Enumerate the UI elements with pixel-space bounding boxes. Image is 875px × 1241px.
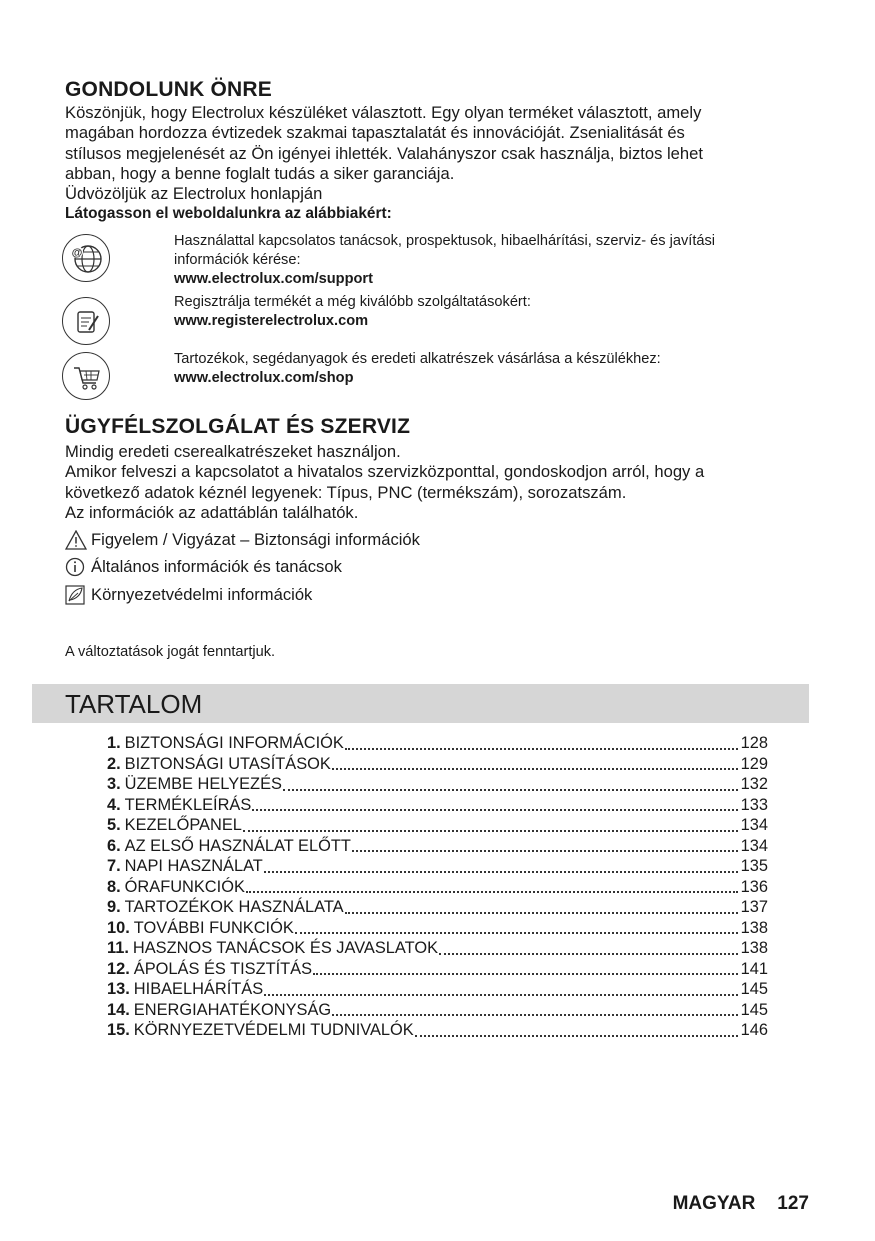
legend-text: Környezetvédelmi információk [91,585,313,604]
toc-number: 14. [107,1000,130,1019]
toc-item[interactable] [107,939,768,960]
toc-label: AZ ELSŐ HASZNÁLAT ELŐTT [124,836,351,855]
toc-label: NAPI HASZNÁLAT [124,857,263,875]
section-title-thinking: GONDOLUNK ÖNRE [65,78,272,101]
toc-leader [246,891,738,893]
toc-leader [283,789,738,791]
legend-text: Általános információk és tanácsok [91,557,342,576]
toc-number: 13. [107,980,130,998]
toc-number: 12. [107,959,130,978]
intro-paragraph [65,103,805,225]
page-footer [673,1193,809,1215]
toc-item[interactable] [107,755,768,776]
toc-leader [415,1035,738,1037]
toc-item[interactable] [107,837,768,858]
toc-leader [264,871,738,873]
support-link[interactable]: www.electrolux.com/support [174,271,373,287]
intro-line: Üdvözöljük az Electrolux honlapján [65,184,323,204]
toc-number: 6. [107,836,121,855]
toc-number: 1. [107,734,121,752]
toc-number: 3. [107,775,121,793]
toc-page: 146 [740,1021,768,1039]
toc-number: 7. [107,857,121,875]
toc-number: 2. [107,754,121,773]
link-desc: információk kérése: [174,252,301,268]
svg-text:@: @ [71,247,83,259]
toc-label: BIZTONSÁGI UTASÍTÁSOK [124,754,331,773]
shop-link[interactable]: www.electrolux.com/shop [174,370,354,386]
toc-label: ÁPOLÁS ÉS TISZTÍTÁS [133,959,313,978]
toc-item[interactable] [107,816,768,837]
link-text-shop [174,350,814,388]
toc-leader [252,809,737,811]
toc-label: HASZNOS TANÁCSOK ÉS JAVASLATOK [132,939,439,957]
toc-label: HIBAELHÁRÍTÁS [133,980,264,998]
page-number: 127 [777,1193,809,1214]
toc-page: 137 [740,898,768,916]
toc-leader [264,994,738,996]
service-line: Amikor felveszi a kapcsolatot a hivatalos szervizközponttal, gondoskodjon arról, hogy a [65,462,705,482]
legend-text: Figyelem / Vigyázat – Biztonsági információk [91,530,420,549]
toc-item[interactable] [107,960,768,981]
environment-leaf-icon [65,585,87,605]
link-desc: Használattal kapcsolatos tanácsok, prospektusok, hibaelhárítási, szerviz- és javítási [174,233,716,249]
footer-language: MAGYAR [672,1193,756,1214]
toc-number: 11. [107,939,129,957]
warning-triangle-icon [65,530,87,550]
toc-item[interactable] [107,980,768,1001]
toc-leader [243,830,738,832]
toc-page: 132 [740,775,768,793]
rights-note: A változtatások jogát fenntartjuk. [65,644,276,660]
toc-page: 134 [740,836,768,855]
shopping-cart-icon [62,352,110,400]
toc-label: TERMÉKLEÍRÁS [124,795,252,814]
toc-number: 15. [107,1021,130,1039]
toc-page: 138 [740,939,768,957]
toc-leader [345,748,738,750]
toc-page: 129 [740,754,768,773]
toc-leader [295,932,738,934]
link-desc: Tartozékok, segédanyagok és eredeti alkatrészek vásárlása a készülékhez: [174,351,661,367]
intro-line: Köszönjük, hogy Electrolux készüléket választott. Egy olyan terméket választott, amely [65,103,702,122]
toc-header-bar [32,684,809,723]
toc-item[interactable] [107,1021,768,1042]
toc-label: TOVÁBBI FUNKCIÓK [133,918,294,937]
registration-form-icon [62,297,110,345]
toc-item[interactable] [107,796,768,817]
service-line: Az információk az adattáblán találhatók. [65,502,359,522]
intro-line: abban, hogy a benne foglalt tudás a siker garanciája. [65,163,455,183]
toc-number: 10. [107,918,130,937]
toc-item[interactable] [107,919,768,940]
toc-leader [313,973,738,975]
toc-leader [345,912,738,914]
toc-number: 9. [107,898,121,916]
toc-leader [332,1014,738,1016]
toc-label: KÖRNYEZETVÉDELMI TUDNIVALÓK [133,1021,414,1039]
toc-page: 141 [740,959,768,978]
link-text-support [174,232,814,289]
toc-page: 128 [740,734,768,752]
toc-item[interactable] [107,898,768,919]
service-line: Mindig eredeti cserealkatrészeket használjon. [65,442,401,461]
visit-heading: Látogasson el weboldalunkra az alábbiakért: [65,205,392,223]
toc-page: 145 [740,1000,768,1019]
toc-page: 138 [740,918,768,937]
intro-line: stílusos megjelenését az Ön igényei ihlették. Valahányszor csak használja, biztos lehet [65,143,703,163]
legend-warning [65,530,420,550]
toc-page: 136 [740,877,768,896]
toc-page: 135 [740,857,768,875]
legend-info [65,557,342,577]
table-of-contents [107,734,768,1042]
link-desc: Regisztrálja termékét a még kiválóbb szolgáltatásokért: [174,294,531,310]
toc-label: TARTOZÉKOK HASZNÁLATA [124,898,344,916]
toc-page: 145 [740,980,768,998]
toc-label: ÜZEMBE HELYEZÉS [124,775,282,793]
register-link[interactable]: www.registerelectrolux.com [174,313,369,329]
toc-number: 8. [107,877,121,896]
service-paragraph [65,442,805,523]
toc-number: 4. [107,795,121,814]
toc-item[interactable] [107,878,768,899]
legend-environment [65,585,312,605]
toc-label: BIZTONSÁGI INFORMÁCIÓK [124,734,344,752]
globe-at-icon [62,234,110,282]
toc-leader [332,768,738,770]
toc-number: 5. [107,816,121,834]
toc-label: KEZELŐPANEL [124,816,242,834]
toc-label: ENERGIAHATÉKONYSÁG [133,1000,332,1019]
info-circle-icon [65,557,87,577]
intro-line: magában hordozza évtizedek szakmai tapasztalatát és innovációját. Zsenialitását és [65,123,685,143]
toc-item[interactable] [107,734,768,755]
toc-page: 134 [740,816,768,834]
toc-item[interactable] [107,775,768,796]
toc-page: 133 [740,795,768,814]
toc-leader [439,953,738,955]
service-line: következő adatok kéznél legyenek: Típus, PNC (termékszám), sorozatszám. [65,482,627,502]
toc-item[interactable] [107,1001,768,1022]
section-title-service: ÜGYFÉLSZOLGÁLAT ÉS SZERVIZ [65,415,411,438]
link-text-register [174,293,814,331]
toc-title: TARTALOM [65,689,203,719]
toc-item[interactable] [107,857,768,878]
toc-leader [352,850,738,852]
toc-label: ÓRAFUNKCIÓK [124,877,245,896]
